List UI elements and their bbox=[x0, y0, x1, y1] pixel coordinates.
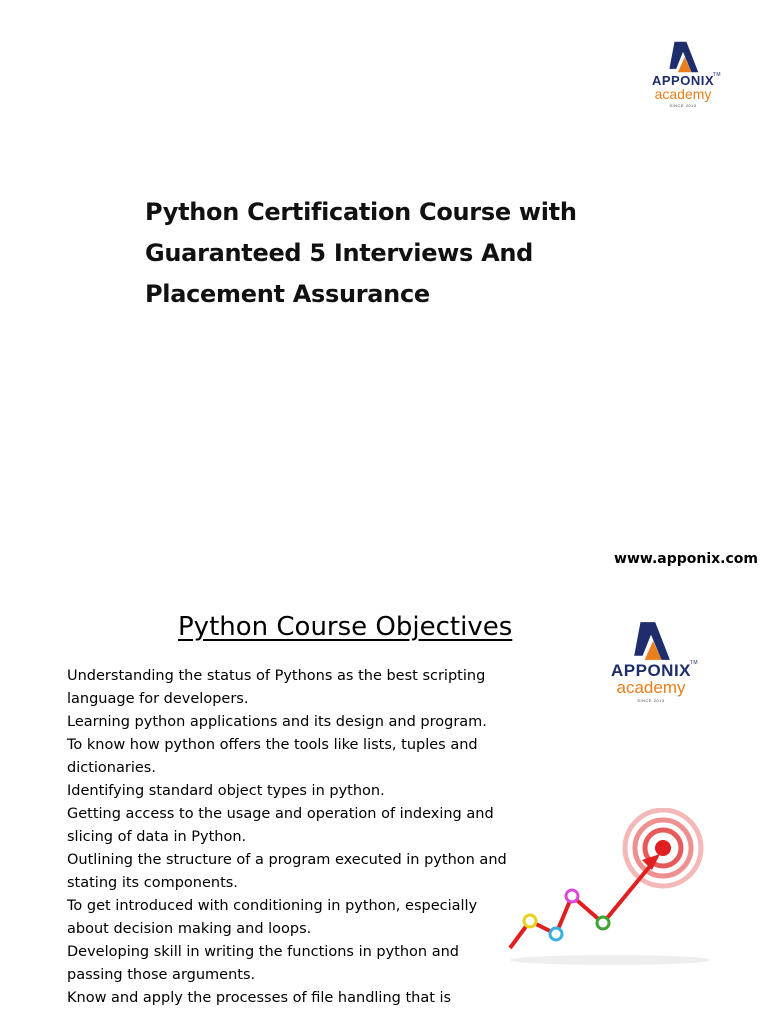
apponix-mountain-icon bbox=[628, 620, 674, 662]
list-item: Outlining the structure of a program executed in python and stating its components. bbox=[67, 852, 507, 891]
section-heading: Python Course Objectives bbox=[178, 612, 513, 642]
website-url: www.apponix.com bbox=[614, 551, 758, 567]
apponix-logo bbox=[596, 620, 706, 703]
objectives-list bbox=[67, 665, 507, 1010]
yellow-dot bbox=[524, 915, 536, 927]
growth-target-icon bbox=[500, 808, 730, 968]
logo-subtitle: academy bbox=[654, 86, 712, 102]
list-item: Getting access to the usage and operation of indexing and slicing of data in Python. bbox=[67, 806, 494, 845]
list-item: To get introduced with conditioning in python, especially about decision making and loops. bbox=[67, 898, 478, 937]
list-item: Understanding the status of Pythons as the best scripting language for developers. bbox=[67, 668, 486, 707]
list-item: Identifying standard object types in python. bbox=[67, 783, 385, 799]
objectives-slide bbox=[0, 590, 768, 1024]
logo-since: SINCE 2013 bbox=[669, 103, 697, 108]
logo-brand bbox=[610, 660, 699, 680]
target-rings bbox=[625, 810, 701, 886]
apponix-logo bbox=[644, 40, 722, 108]
logo-brand bbox=[651, 72, 721, 88]
list-item: Know and apply the processes of file handling that is bbox=[67, 990, 452, 1006]
list-item: To know how python offers the tools like lists, tuples and dictionaries. bbox=[67, 737, 478, 776]
logo-subtitle: academy bbox=[616, 678, 686, 697]
pink-dot bbox=[566, 890, 578, 902]
logo-trademark: TM bbox=[712, 72, 721, 78]
green-dot bbox=[597, 917, 609, 929]
logo-brand-text: APPONIX bbox=[610, 661, 692, 680]
list-item: Developing skill in writing the functions in python and passing those arguments. bbox=[67, 944, 460, 983]
page-title: Python Certification Course with Guaranteed 5 Interviews And Placement Assurance bbox=[145, 198, 577, 308]
list-item: Learning python applications and its design and program. bbox=[67, 714, 487, 730]
logo-brand-text: APPONIX bbox=[651, 73, 714, 88]
logo-since: SINCE 2013 bbox=[637, 698, 665, 703]
reflection bbox=[510, 955, 710, 965]
blue-dot bbox=[550, 928, 562, 940]
apponix-mountain-icon bbox=[666, 40, 700, 74]
logo-trademark: TM bbox=[689, 660, 699, 666]
